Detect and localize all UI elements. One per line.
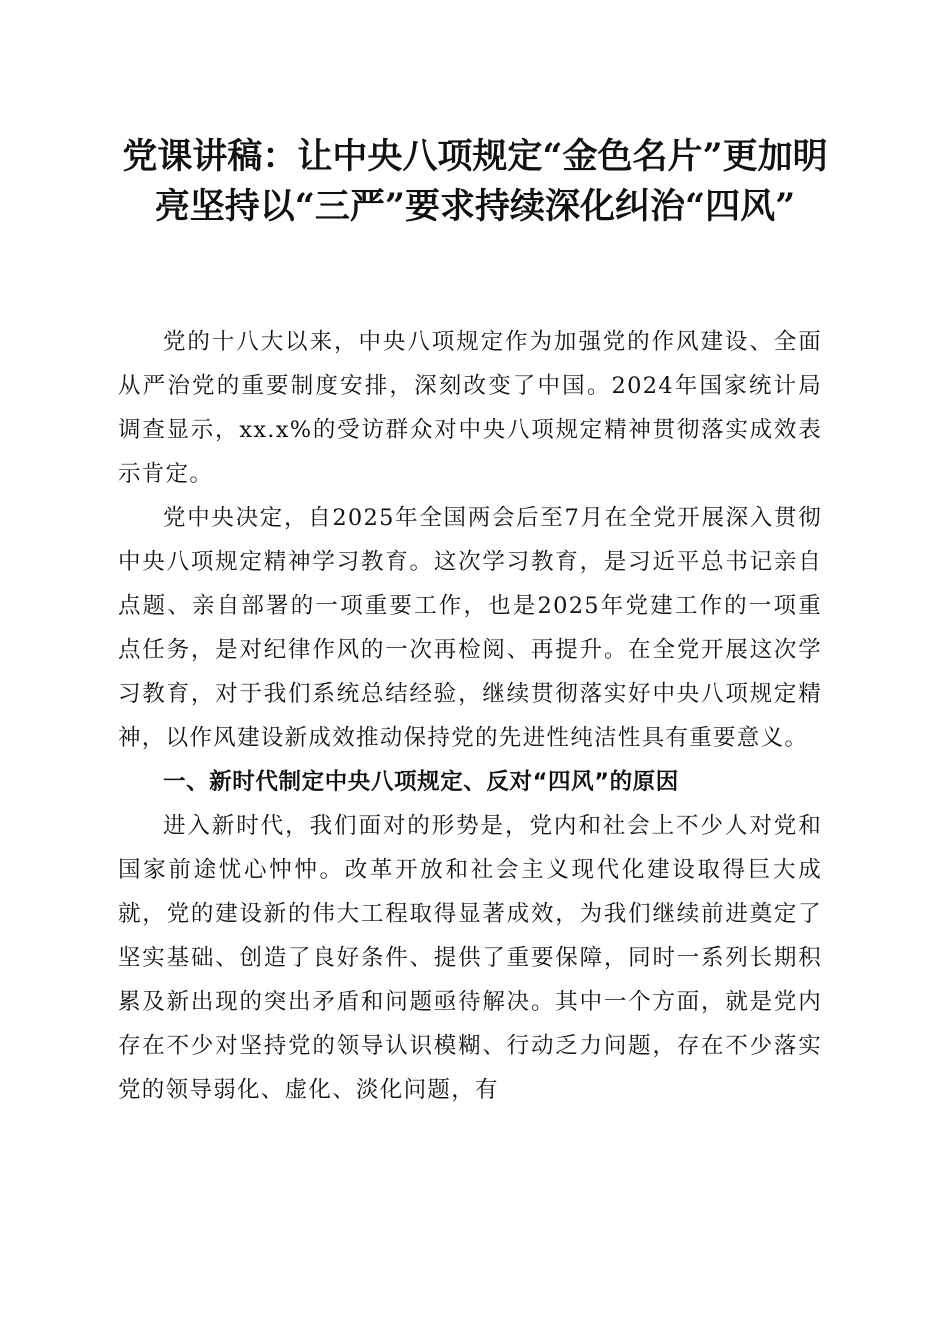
document-body [118, 320, 822, 1112]
document-title: 党课讲稿：让中央八项规定“金色名片”更加明亮坚持以“三严”要求持续深化纠治“四风” [122, 136, 828, 227]
paragraph-section-1: 进入新时代，我们面对的形势是，党内和社会上不少人对党和国家前途忧心忡忡。改革开放和社会主义现代化建设取得巨大成就，党的建设新的伟大工程取得显著成效，为我们继续前进奠定了坚实基础、创造了良好条件、提供了重要保障，同时一系列长期积累及新出现的突出矛盾和问题亟待解决。其中一个方面，就是党内存在不少对坚持党的领导认识模糊、行动乏力问题，存在不少落实党的领导弱化、虚化、淡化问题，有 [118, 813, 822, 1103]
paragraph-decision: 党中央决定，自2025年全国两会后至7月在全党开展深入贯彻中央八项规定精神学习教育。这次学习教育，是习近平总书记亲自点题、亲自部署的一项重要工作，也是2025年党建工作的一项重点任务，是对纪律作风的一次再检阅、再提升。在全党开展这次学习教育，对于我们系统总结经验，继续贯彻落实好中央八项规定精神，以作风建设新成效推动保持党的先进性纯洁性具有重要意义。 [118, 505, 822, 751]
paragraph-intro: 党的十八大以来，中央八项规定作为加强党的作风建设、全面从严治党的重要制度安排，深刻改变了中国。2024年国家统计局调查显示，xx.x%的受访群众对中央八项规定精神贯彻落实成效表示肯定。 [118, 329, 822, 487]
section-heading-1: 一、新时代制定中央八项规定、反对“四风”的原因 [163, 769, 679, 795]
